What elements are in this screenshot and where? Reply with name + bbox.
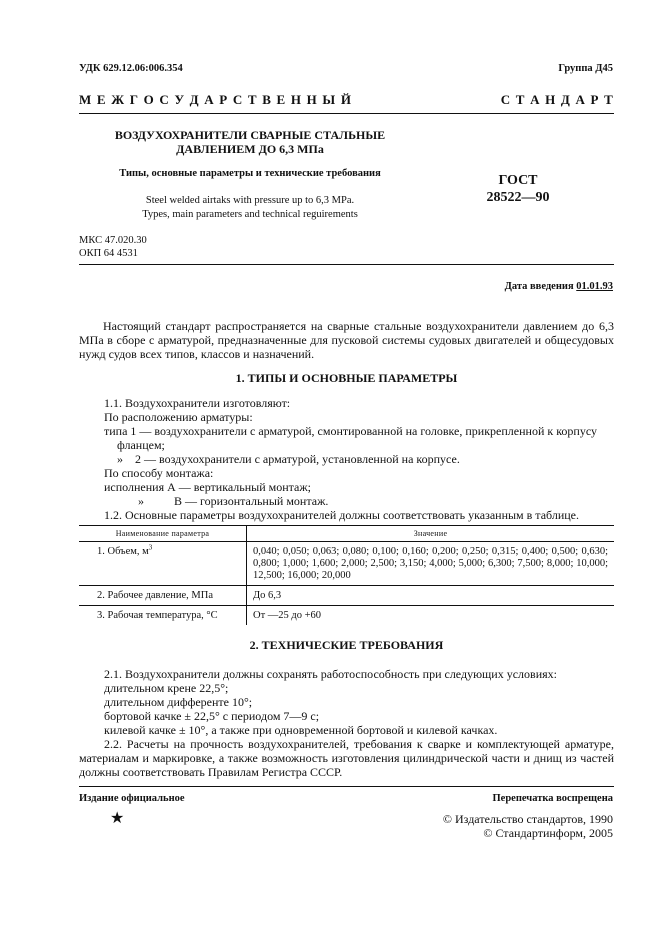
s1-line-6: По способу монтажа: — [104, 466, 214, 480]
s1-line-2: По расположению арматуры: — [104, 410, 253, 424]
s2-line-5: килевой качке ± 10°, а также при одновременной бортовой и килевой качках. — [104, 723, 498, 737]
title-line-2: ДАВЛЕНИЕМ ДО 6,3 МПа — [176, 142, 324, 156]
copyright-1: © Издательство стандартов, 1990 — [442, 812, 613, 826]
interstate-standard-banner — [79, 92, 614, 108]
param-name: 1. Объем, м — [97, 546, 149, 557]
table-row — [79, 586, 614, 606]
table-row — [79, 542, 614, 586]
table-cell-value: До 6,3 — [247, 586, 615, 606]
gost-number: 28522—90 — [486, 190, 550, 205]
table-cell-value: 0,040; 0,050; 0,063; 0,080; 0,100; 0,160; 0,200; 0,250; 0,315; 0,400; 0,500; 0,630; 0,800; 1,000; 1,600; 2,000; 2,500; 3,150; 4,000; 5,000; 6,300; 7,500; 8,000; 10,000; 12,500; 16,000; 20,000 — [247, 542, 615, 586]
s1-line-8: » В — горизонтальный монтаж. — [138, 494, 329, 508]
intro-paragraph: Настоящий стандарт распространяется на сварные стальные воздухохранители давлением до 6,3 МПа в сборе с арматурой, предназначенные для пусковой системы судовых двигателей и общесудовых нужд судов всех типов, классов и назначений. — [79, 319, 614, 361]
s1-line-7: исполнения А — вертикальный монтаж; — [104, 480, 312, 494]
interstate-word: М Е Ж Г О С У Д А Р С Т В Е Н Н Ы Й — [79, 92, 353, 107]
intro-date — [505, 281, 613, 292]
table-cell-value: От —25 до +60 — [253, 610, 322, 621]
section-2-title: 2. ТЕХНИЧЕСКИЕ ТРЕБОВАНИЯ — [249, 638, 444, 652]
okp-code: ОКП 64 4531 — [79, 248, 138, 259]
table-header-value: Значение — [247, 526, 615, 542]
section-1-title: 1. ТИПЫ И ОСНОВНЫЕ ПАРАМЕТРЫ — [235, 371, 458, 385]
s1-line-4: фланцем; — [117, 438, 165, 452]
s2-line-3: длительном дифференте 10°; — [104, 695, 253, 709]
copyright-2: © Стандартинформ, 2005 — [483, 826, 613, 840]
mks-code: МКС 47.020.30 — [79, 235, 147, 246]
s2-paragraph-2-2: 2.2. Расчеты на прочность воздухохранителей, требования к сварке и комплектующей арматуре, материалам и маркировке, а также возможность изготовления цилиндрической части и днищ из частей должны соответствовать Правилам Регистра СССР. — [79, 737, 614, 779]
param-sup: 3 — [148, 543, 153, 552]
table-cell-name: 2. Рабочее давление, МПа — [79, 586, 247, 606]
intro-date-label: Дата введения — [504, 281, 577, 292]
codes-rule — [79, 264, 614, 265]
table-cell-name — [79, 542, 247, 586]
table-header-row — [79, 526, 614, 542]
s1-line-5: » 2 — воздухохранители с арматурой, установленной на корпусе. — [117, 452, 460, 466]
s2-line-4: бортовой качке ± 22,5° с периодом 7—9 с; — [104, 709, 320, 723]
standard-word: С Т А Н Д А Р Т — [500, 92, 614, 107]
reprint-prohibited: Перепечатка воспрещена — [492, 793, 613, 804]
intro-date-value: 01.01.93 — [576, 281, 613, 292]
title-line-1: ВОЗДУХОХРАНИТЕЛИ СВАРНЫЕ СТАЛЬНЫЕ — [114, 128, 386, 142]
s1-line-9: 1.2. Основные параметры воздухохранителей должны соответствовать указанным в таблице. — [104, 508, 579, 522]
english-title-2: Types, main parameters and technical reguirements — [142, 209, 358, 220]
s2-line-1: 2.1. Воздухохранители должны сохранять работоспособность при следующих условиях: — [104, 667, 557, 681]
english-title-1: Steel welded airtaks with pressure up to 6,3 MPa. — [145, 195, 355, 206]
table-header-parameter: Наименование параметра — [79, 526, 247, 542]
udk-code: УДК 629.12.06:006.354 — [79, 63, 183, 74]
table-row — [79, 606, 614, 626]
header-rule — [79, 113, 614, 114]
group-code: Группа Д45 — [558, 63, 613, 74]
s1-line-3: типа 1 — воздухохранители с арматурой, смонтированной на головке, прикрепленной к корпусу — [104, 424, 598, 438]
star-icon: ★ — [110, 810, 125, 827]
official-edition: Издание официальное — [79, 793, 185, 804]
parameters-table — [79, 525, 614, 625]
s2-line-2: длительном крене 22,5°; — [104, 681, 229, 695]
subtitle: Типы, основные параметры и технические требования — [119, 168, 381, 179]
gost-label: ГОСТ — [498, 173, 538, 188]
footer-rule — [79, 786, 614, 787]
s1-line-1: 1.1. Воздухохранители изготовляют: — [104, 396, 291, 410]
table-cell-name: 3. Рабочая температура, °C — [79, 606, 247, 626]
